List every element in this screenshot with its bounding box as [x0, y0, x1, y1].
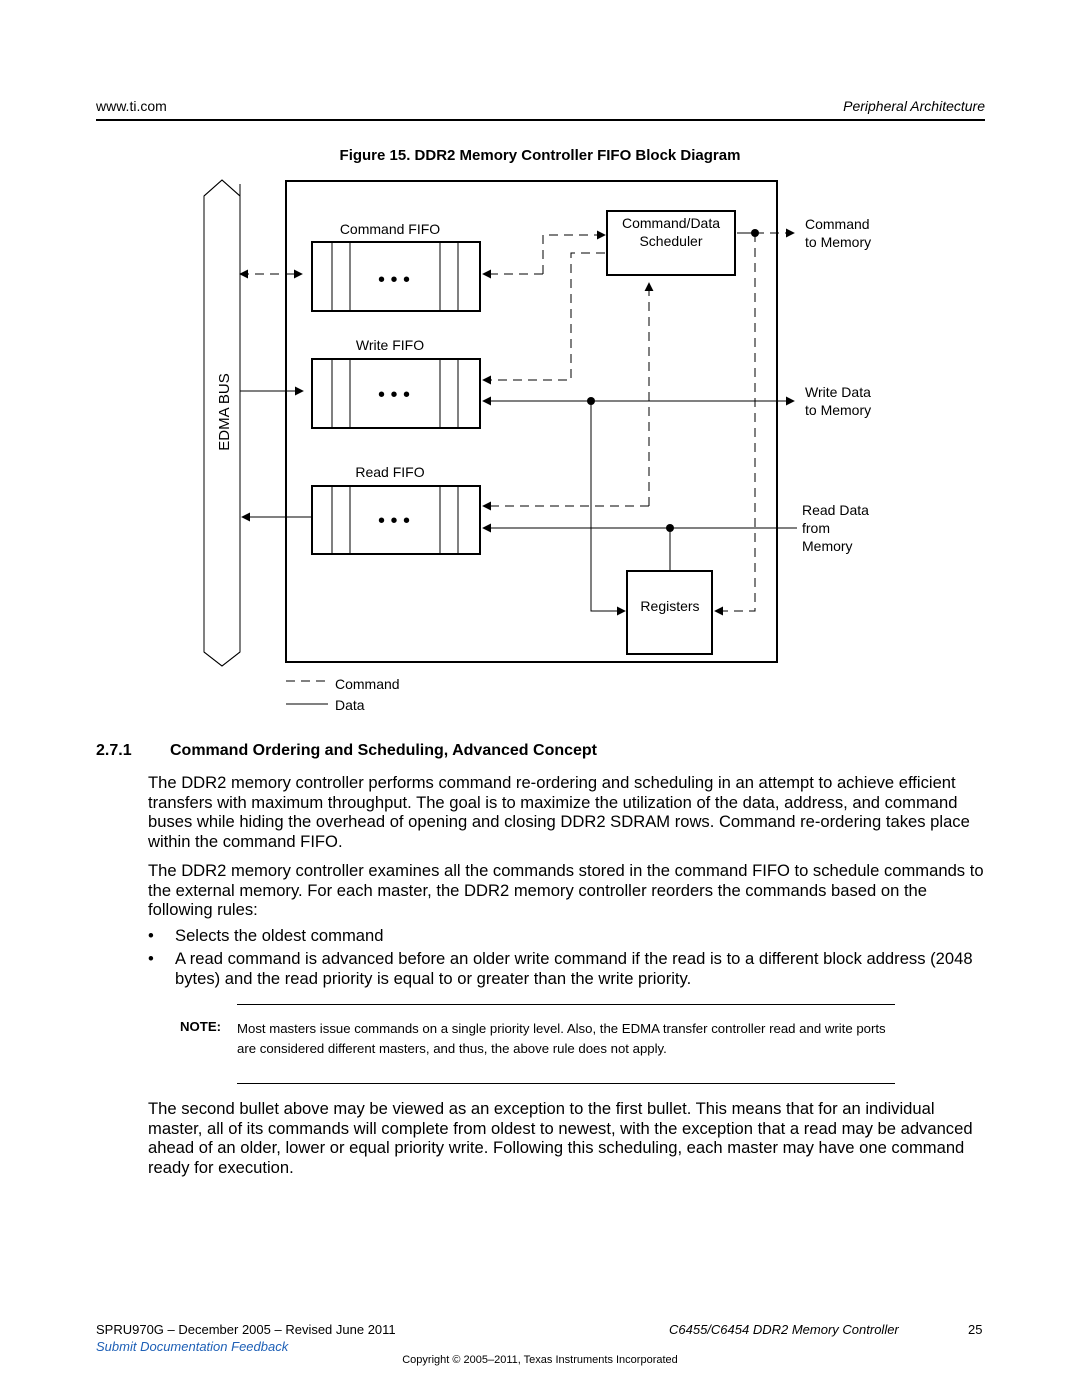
footer-doc-id: SPRU970G – December 2005 – Revised June 2011 — [96, 1322, 396, 1337]
header-site-link[interactable]: www.ti.com — [96, 98, 167, 114]
legend-data-label: Data — [335, 697, 365, 713]
footer-page-number: 25 — [968, 1322, 983, 1337]
write-to-memory-label-2: to Memory — [805, 402, 872, 418]
write-fifo — [312, 359, 480, 428]
note-text: Most masters issue commands on a single priority level. Also, the EDMA transfer controller read and write ports are considered different masters, and thus, the above rule does not apply. — [237, 1021, 886, 1056]
scheduler-box — [607, 211, 735, 275]
command-fifo-label: Command FIFO — [339, 221, 441, 237]
bullet-item: Selects the oldest command — [175, 926, 384, 945]
read-fifo-label: Read FIFO — [355, 464, 425, 480]
note-bottom-rule — [237, 1083, 895, 1084]
body-paragraph-2: The DDR2 memory controller examines all the commands stored in the command FIFO to schedule commands to the external memory. For each master, the DDR2 memory controller reorders the commands based on the following rules: — [148, 861, 984, 919]
cmd-to-memory-label-1: Command — [805, 216, 870, 232]
note-label: NOTE: — [180, 1019, 222, 1034]
legend-command-label: Command — [335, 676, 400, 692]
svg-text:Registers: Registers — [640, 598, 700, 614]
submit-feedback-link[interactable]: Submit Documentation Feedback — [96, 1339, 289, 1354]
header-section-title: Peripheral Architecture — [843, 98, 985, 114]
body-paragraph-1: The DDR2 memory controller performs command re-ordering and scheduling in an attempt to achieve efficient transfers with maximum throughput. The goal is to maximize the utilization of the data, address, and command buses while hiding the overhead of opening and closing DDR2 SDRAM rows. Command re-ordering takes place within the command FIFO. — [148, 773, 970, 851]
junction-dot — [587, 397, 595, 405]
bullet-marker: • — [148, 926, 154, 945]
read-from-memory-label-1: Read Data — [802, 502, 869, 518]
note-top-rule — [237, 1004, 895, 1005]
command-paths — [483, 233, 794, 611]
footer-copyright: Copyright © 2005–2011, Texas Instruments Incorporated — [402, 1354, 678, 1366]
bullet-item: A read command is advanced before an older write command if the read is to a different block address (2048 bytes) and the read priority is equal to or greater than the write priority. — [175, 949, 973, 988]
bullet-marker: • — [148, 949, 154, 968]
footer-doc-title: C6455/C6454 DDR2 Memory Controller — [669, 1322, 899, 1337]
bus-fifo-links — [240, 274, 312, 517]
read-from-memory-label-3: Memory — [802, 538, 853, 554]
command-fifo — [312, 242, 480, 311]
write-to-memory-label-1: Write Data — [805, 384, 871, 400]
registers-box — [627, 571, 712, 654]
figure-caption: Figure 15. DDR2 Memory Controller FIFO Block Diagram — [339, 147, 741, 164]
read-fifo-dots: • • • — [377, 510, 411, 532]
edma-bus-label: EDMA BUS — [216, 373, 233, 451]
data-paths — [483, 233, 797, 611]
section-title: Command Ordering and Scheduling, Advanced Concept — [170, 742, 598, 759]
junction-dot — [666, 524, 674, 532]
svg-text:Command/Data: Command/Data — [621, 215, 721, 231]
read-fifo — [312, 486, 480, 554]
svg-text:Scheduler: Scheduler — [639, 233, 703, 249]
body-paragraph-3: The second bullet above may be viewed as an exception to the first bullet. This means that for an individual master, all of its commands will complete from oldest to newest, with the exception that a read may be advanced ahead of an older, lower or equal priority write. Following this scheduling, each master may have one command ready for execution. — [148, 1099, 973, 1177]
junction-dot — [751, 229, 759, 237]
controller-box — [286, 181, 777, 662]
section-number: 2.7.1 — [96, 742, 132, 759]
read-from-memory-label-2: from — [802, 520, 830, 536]
write-fifo-dots: • • • — [377, 384, 411, 406]
write-fifo-label: Write FIFO — [355, 337, 425, 353]
cmd-to-memory-label-2: to Memory — [805, 234, 872, 250]
command-fifo-dots: • • • — [377, 269, 411, 291]
